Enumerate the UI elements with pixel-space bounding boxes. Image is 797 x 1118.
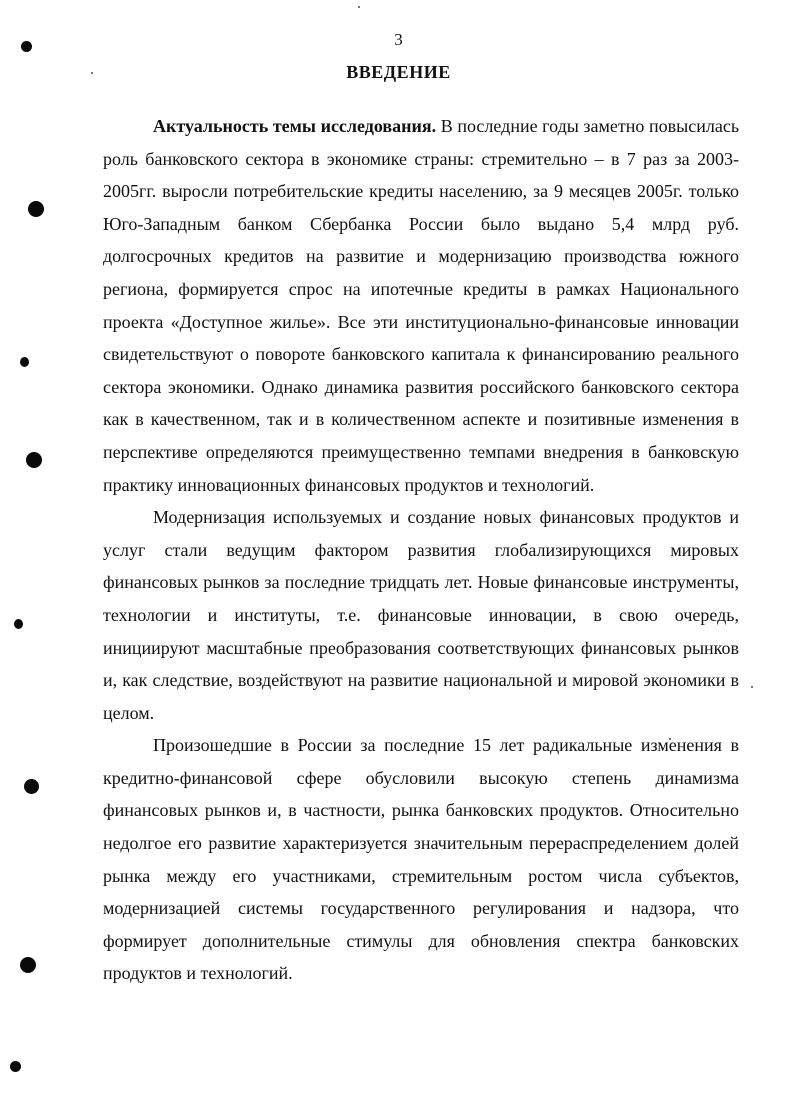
paragraph-lead: Актуальность темы исследования. bbox=[153, 116, 437, 136]
paragraph-text: В последние годы заметно повысилась роль банковского сектора в экономике страны: стремительно – в 7 раз за 2003-2005гг. выросли потребительские кредиты населению, за 9 месяцев 2005г. только Юго-Западным банком Сбербанка России было выдано 5,4 млрд руб. долгосрочных кредитов на развитие и модернизацию производства южного региона, формируется спрос на ипотечные кредиты в рамках Национального проекта «Доступное жилье». Все эти институционально-финансовые инновации свидетельствуют о повороте банковского капитала к финансированию реального сектора экономики. Однако динамика развития российского банковского сектора как в качественном, так и в количественном аспекте и позитивные изменения в перспективе определяются преимущественно темпами внедрения в банковскую практику инновационных финансовых продуктов и технологий. bbox=[103, 116, 740, 495]
punch-hole bbox=[20, 357, 29, 367]
scan-speck bbox=[358, 6, 360, 8]
document-body bbox=[103, 110, 739, 990]
paragraph-text: Модернизация используемых и создание новых финансовых продуктов и услуг стали ведущим фактором развития глобализирующихся мировых финансовых рынков за последние тридцать лет. Новые финансовые инструменты, технологии и институты, т.е. финансовые инновации, в свою очередь, инициируют масштабные преобразования соответствующих финансовых рынков и, как следствие, воздействуют на развитие национальной и мировой экономики в целом. bbox=[103, 507, 739, 723]
punch-hole bbox=[28, 201, 44, 217]
punch-hole bbox=[10, 1061, 21, 1072]
punch-hole bbox=[14, 619, 23, 629]
punch-hole bbox=[20, 957, 36, 973]
paragraph bbox=[103, 501, 739, 729]
punch-hole bbox=[26, 452, 42, 468]
page-title: ВВЕДЕНИЕ bbox=[346, 62, 451, 82]
paragraph bbox=[103, 729, 739, 990]
scan-speck bbox=[751, 686, 753, 688]
page-number: 3 bbox=[394, 30, 403, 49]
paragraph bbox=[103, 110, 739, 501]
punch-hole bbox=[24, 779, 39, 794]
paragraph-text: Произошедшие в России за последние 15 лет радикальные изменения в кредитно-финансовой сфере обусловили высокую степень динамизма финансовых рынков и, в частности, рынка банковских продуктов. Относительно недолгое его развитие характеризуется значительным перераспределением долей рынка между его участниками, стремительным ростом числа субъектов, модернизацией системы государственного регулирования и надзора, что формирует дополнительные стимулы для обновления спектра банковских продуктов и технологий. bbox=[103, 735, 739, 984]
